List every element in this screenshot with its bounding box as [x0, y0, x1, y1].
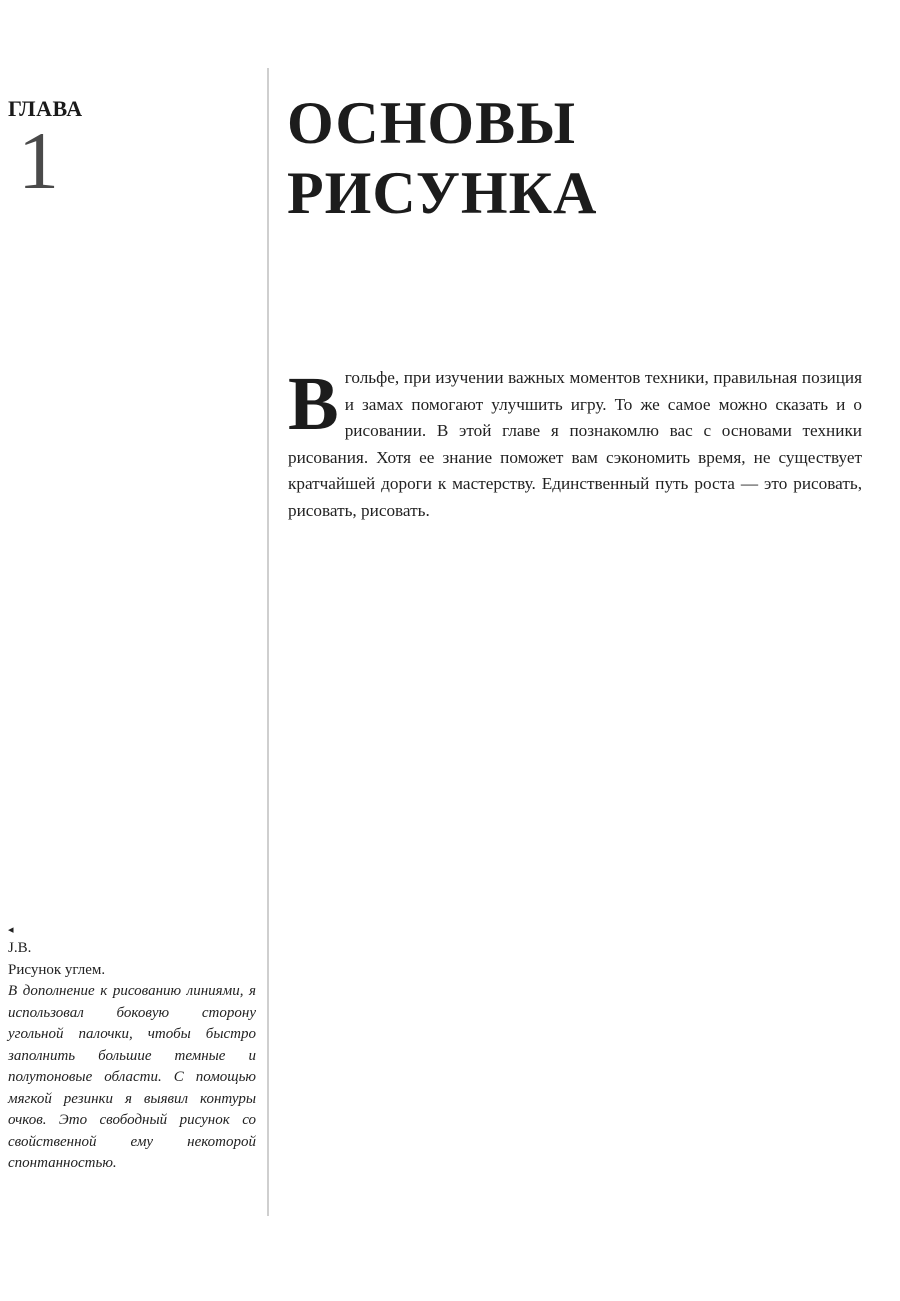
- chapter-title: [287, 88, 597, 228]
- caption-description: В дополнение к рисованию линиями, я использовал боковую сторону угольной палочки, чтобы быстро заполнить большие темные и полутоновые области. С помощью мягкой резинки я выявил контуры очков. Это свободный рисунок со свойственной ему некоторой спонтанностью.: [8, 983, 256, 1171]
- chapter-title-line2: РИСУНКА: [287, 160, 598, 226]
- arrow-left-icon: ◂: [8, 924, 14, 936]
- chapter-title-line1: ОСНОВЫ: [287, 90, 577, 156]
- intro-paragraph: [288, 362, 862, 524]
- caption-title: Рисунок углем.: [8, 961, 106, 978]
- figure-caption: [8, 922, 256, 1175]
- caption-author: J.B.: [8, 940, 32, 956]
- intro-text: гольфе, при изучении важных моментов техники, правильная позиция и замах помогают улучшить игру. То же самое можно сказать и о рисовании. В этой главе я познакомлю вас с основами техники рисования. Хотя ее знание поможет вам сэкономить время, не существует кратчайшей дороги к мастерству. Единственный путь роста — это рисовать, рисовать, рисовать.: [288, 368, 862, 520]
- column-divider: [267, 68, 269, 1216]
- drop-cap: В: [288, 362, 339, 446]
- chapter-number: 1: [18, 115, 59, 206]
- chapter-label: ГЛАВА: [8, 96, 83, 121]
